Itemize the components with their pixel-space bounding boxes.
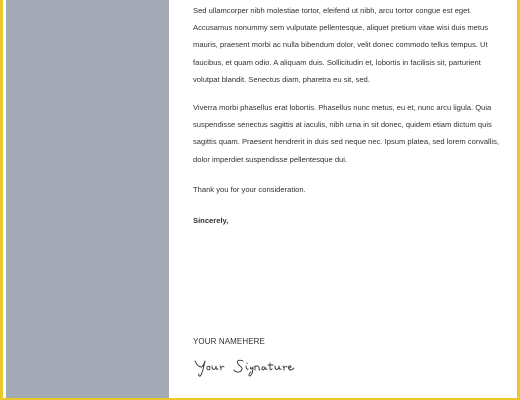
thank-you-line: Thank you for your consideration.: [193, 184, 306, 194]
letter-body: [193, 2, 509, 229]
signature-graphic: [191, 354, 331, 380]
handwritten-signature: [191, 354, 331, 380]
sidebar-panel: [6, 0, 169, 398]
body-paragraph-1: Sed ullamcorper nibh molestiae tortor, eleifend ut nibh, arcu tortor congue est eget. Accusamus nonummy sem vulputate pellentesque, aliquet pretium vitae wisi duis metus mauris, praesent morbi ac nulla bibendum dolor, velit donec commodo tellus tempus. Ut faucibus, et quam odio. A aliquam duis. Sollicitudin et, lobortis in facilisis sit, parturient volutpat blandit. Senectus diam, pharetra eu sit, sed.: [193, 6, 489, 84]
closing-salutation: Sincerely,: [193, 216, 229, 226]
sender-name: YOUR NAMEHERE: [193, 337, 265, 346]
body-paragraph-2: Viverra morbi phasellus erat lobortis. Phasellus nunc metus, eu et, nunc arcu ligula. Quia suspendisse senectus sagittis at iaculis, nibh urna in sit donec, quidem etiam dictum quis sagittis quam. Praesent hendrerit in duis sed neque nec. Ipsum platea, sed lorem convallis, dolor imperdiet suspendisse pellentesque dui.: [193, 103, 500, 164]
